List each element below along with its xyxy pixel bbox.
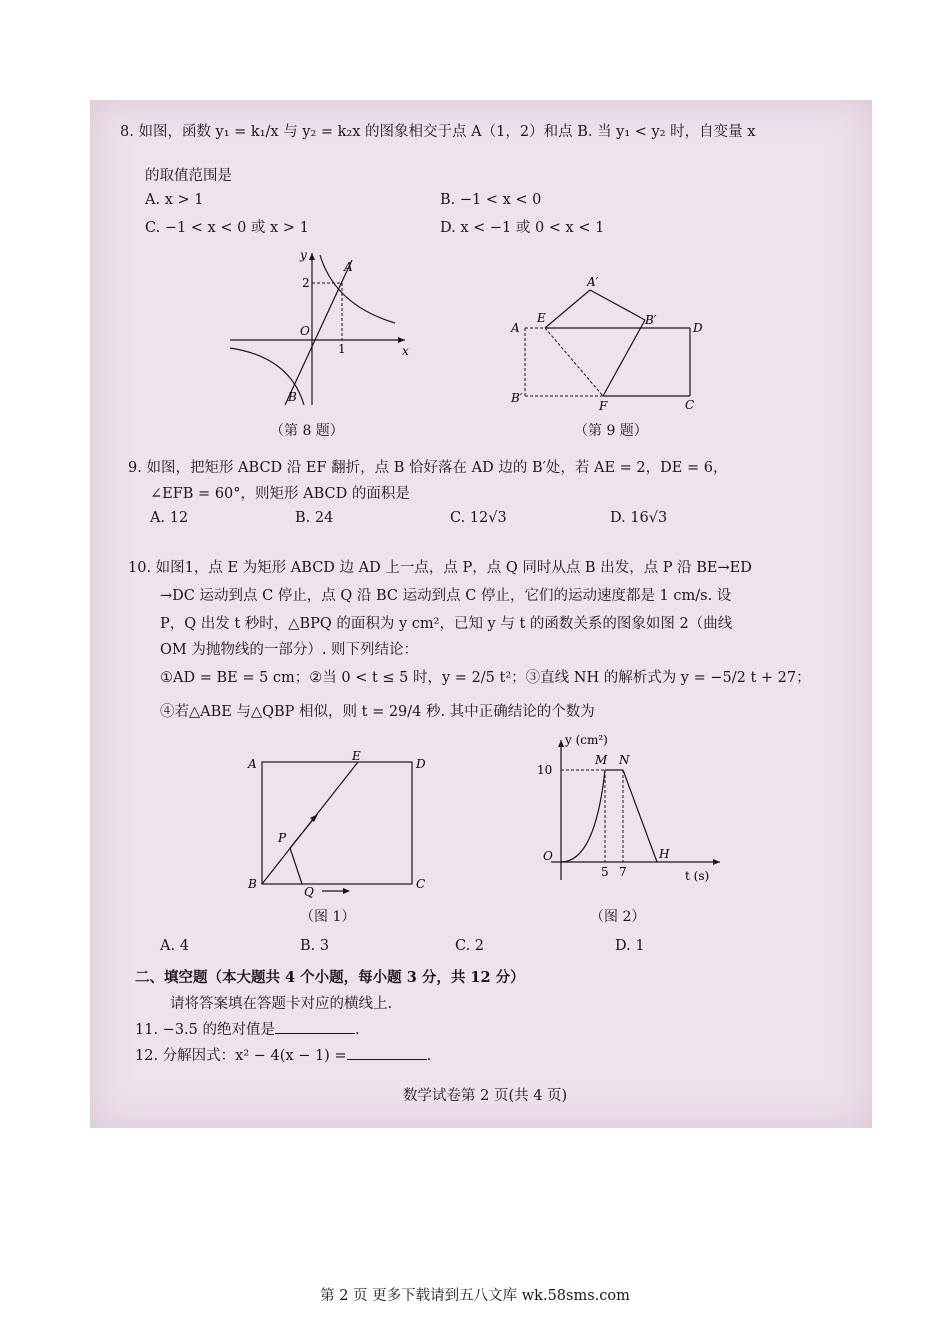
q10-fig1-caption: （图 1） [300,909,356,925]
q10-f1-label-p: P [278,831,287,845]
q10-option-a: A. 4 [160,938,189,954]
q12-blank [347,1059,427,1060]
q9-option-d: D. 16√3 [610,510,668,526]
q11-end: . [355,1022,360,1038]
q10-f1-label-b: B [248,877,257,891]
q10-f2-label-5: 5 [601,865,609,879]
q8-caption: （第 8 题） [270,423,344,439]
q8-label-b: B [288,390,297,404]
page-footer: 第 2 页 更多下载请到五八文库 wk.58sms.com [320,1288,630,1304]
q9-label-d: D [693,321,703,335]
q10-f2-label-10: 10 [537,763,553,777]
q8-option-d: D. x < −1 或 0 < x < 1 [440,220,605,236]
q11 [135,1018,360,1039]
q10-line4: OM 为抛物线的一部分）. 则下列结论： [160,642,419,658]
q8-line1: 8. 如图，函数 y₁ = k₁/x 与 y₂ = k₂x 的图象相交于点 A（1，2）和点 B. 当 y₁ < y₂ 时，自变量 x [120,124,756,140]
q8-line2: 的取值范围是 [145,168,232,184]
q9-label-bprime: B′ [645,313,657,327]
q8-label-y: y [300,248,307,262]
q10-f1-label-c: C [416,877,426,891]
q10-f2-label-h: H [659,847,670,861]
q9-label-e: E [537,311,546,325]
q8-label-x: x [402,344,409,358]
q10-f2-label-m: M [595,753,608,767]
q10-f2-label-n: N [619,753,630,767]
q9-option-b: B. 24 [295,510,334,526]
q8-label-a: A [344,260,353,274]
q8-figure [220,245,420,415]
q8-line [285,260,352,405]
q8-option-a: A. x > 1 [145,192,204,208]
q9-line1: 9. 如图，把矩形 ABCD 沿 EF 翻折，点 B 恰好落在 AD 边的 B′处，若 AE = 2，DE = 6， [128,460,728,476]
q10-f2-label-o: O [543,849,553,863]
q10-f1-label-q: Q [304,885,314,898]
q9-option-c: C. 12√3 [450,510,507,526]
q9-line2: ∠EFB = 60°，则矩形 ABCD 的面积是 [150,486,410,502]
inner-page-footer: 数学试卷第 2 页(共 4 页) [403,1088,568,1104]
q11-blank [275,1033,355,1034]
q10-fig2-caption: （图 2） [590,909,646,925]
q11-text: 11. −3.5 的绝对值是 [135,1022,275,1038]
q10-f1-label-e: E [352,749,361,763]
q9-figure [505,272,715,417]
q9-label-c: C [685,398,695,412]
q10-f2-label-t: t (s) [685,869,710,883]
q9-caption: （第 9 题） [574,423,648,439]
q8-option-b: B. −1 < x < 0 [440,192,542,208]
section2-note: 请将答案填在答题卡对应的横线上. [170,996,393,1012]
q10-option-b: B. 3 [300,938,330,954]
q10-option-c: C. 2 [455,938,485,954]
q10-f1-label-d: D [416,757,426,771]
q10-option-d: D. 1 [615,938,645,954]
q8-label-1: 1 [338,342,346,356]
q10-line5: ①AD = BE = 5 cm；②当 0 < t ≤ 5 时，y = 2/5 t²；③直线 NH 的解析式为 y = −5/2 t + 27； [160,670,811,686]
q8-label-o: O [300,324,310,338]
section2-title: 二、填空题（本大题共 4 个小题，每小题 3 分，共 12 分） [135,969,525,986]
q8-label-2: 2 [302,276,310,290]
q8-option-c: C. −1 < x < 0 或 x > 1 [145,220,309,236]
q10-line6: ④若△ABE 与△QBP 相似，则 t = 29/4 秒. 其中正确结论的个数为 [160,704,595,720]
q10-figure-2 [505,730,735,898]
q12-end: . [426,1048,432,1064]
q9-label-aprime: A′ [587,275,599,289]
q10-f1-label-a: A [248,757,257,771]
q9-label-f: F [599,399,608,413]
q8-hyperbola-upper [320,255,395,323]
q10-line1: 10. 如图1，点 E 为矩形 ABCD 边 AD 上一点，点 P，点 Q 同时从点 B 出发，点 P 沿 BE→ED [128,560,752,576]
q10-figure-1 [240,748,440,898]
q10-line2: →DC 运动到点 C 停止，点 Q 沿 BC 运动到点 C 停止，它们的运动速度都是 1 cm/s. 设 [160,588,732,604]
q9-label-a: A [511,321,520,335]
q9-option-a: A. 12 [150,510,189,526]
q10-f2-label-y: y (cm²) [565,733,608,747]
q12 [135,1044,431,1065]
q10-line3: P，Q 出发 t 秒时，△BPQ 的面积为 y cm²，已知 y 与 t 的函数关系的图象如图 2（曲线 [160,616,733,632]
q10-f2-label-7: 7 [619,865,627,879]
q12-text: 12. 分解因式：x² − 4(x − 1) = [135,1048,347,1064]
q9-label-b: B′ [511,391,523,405]
